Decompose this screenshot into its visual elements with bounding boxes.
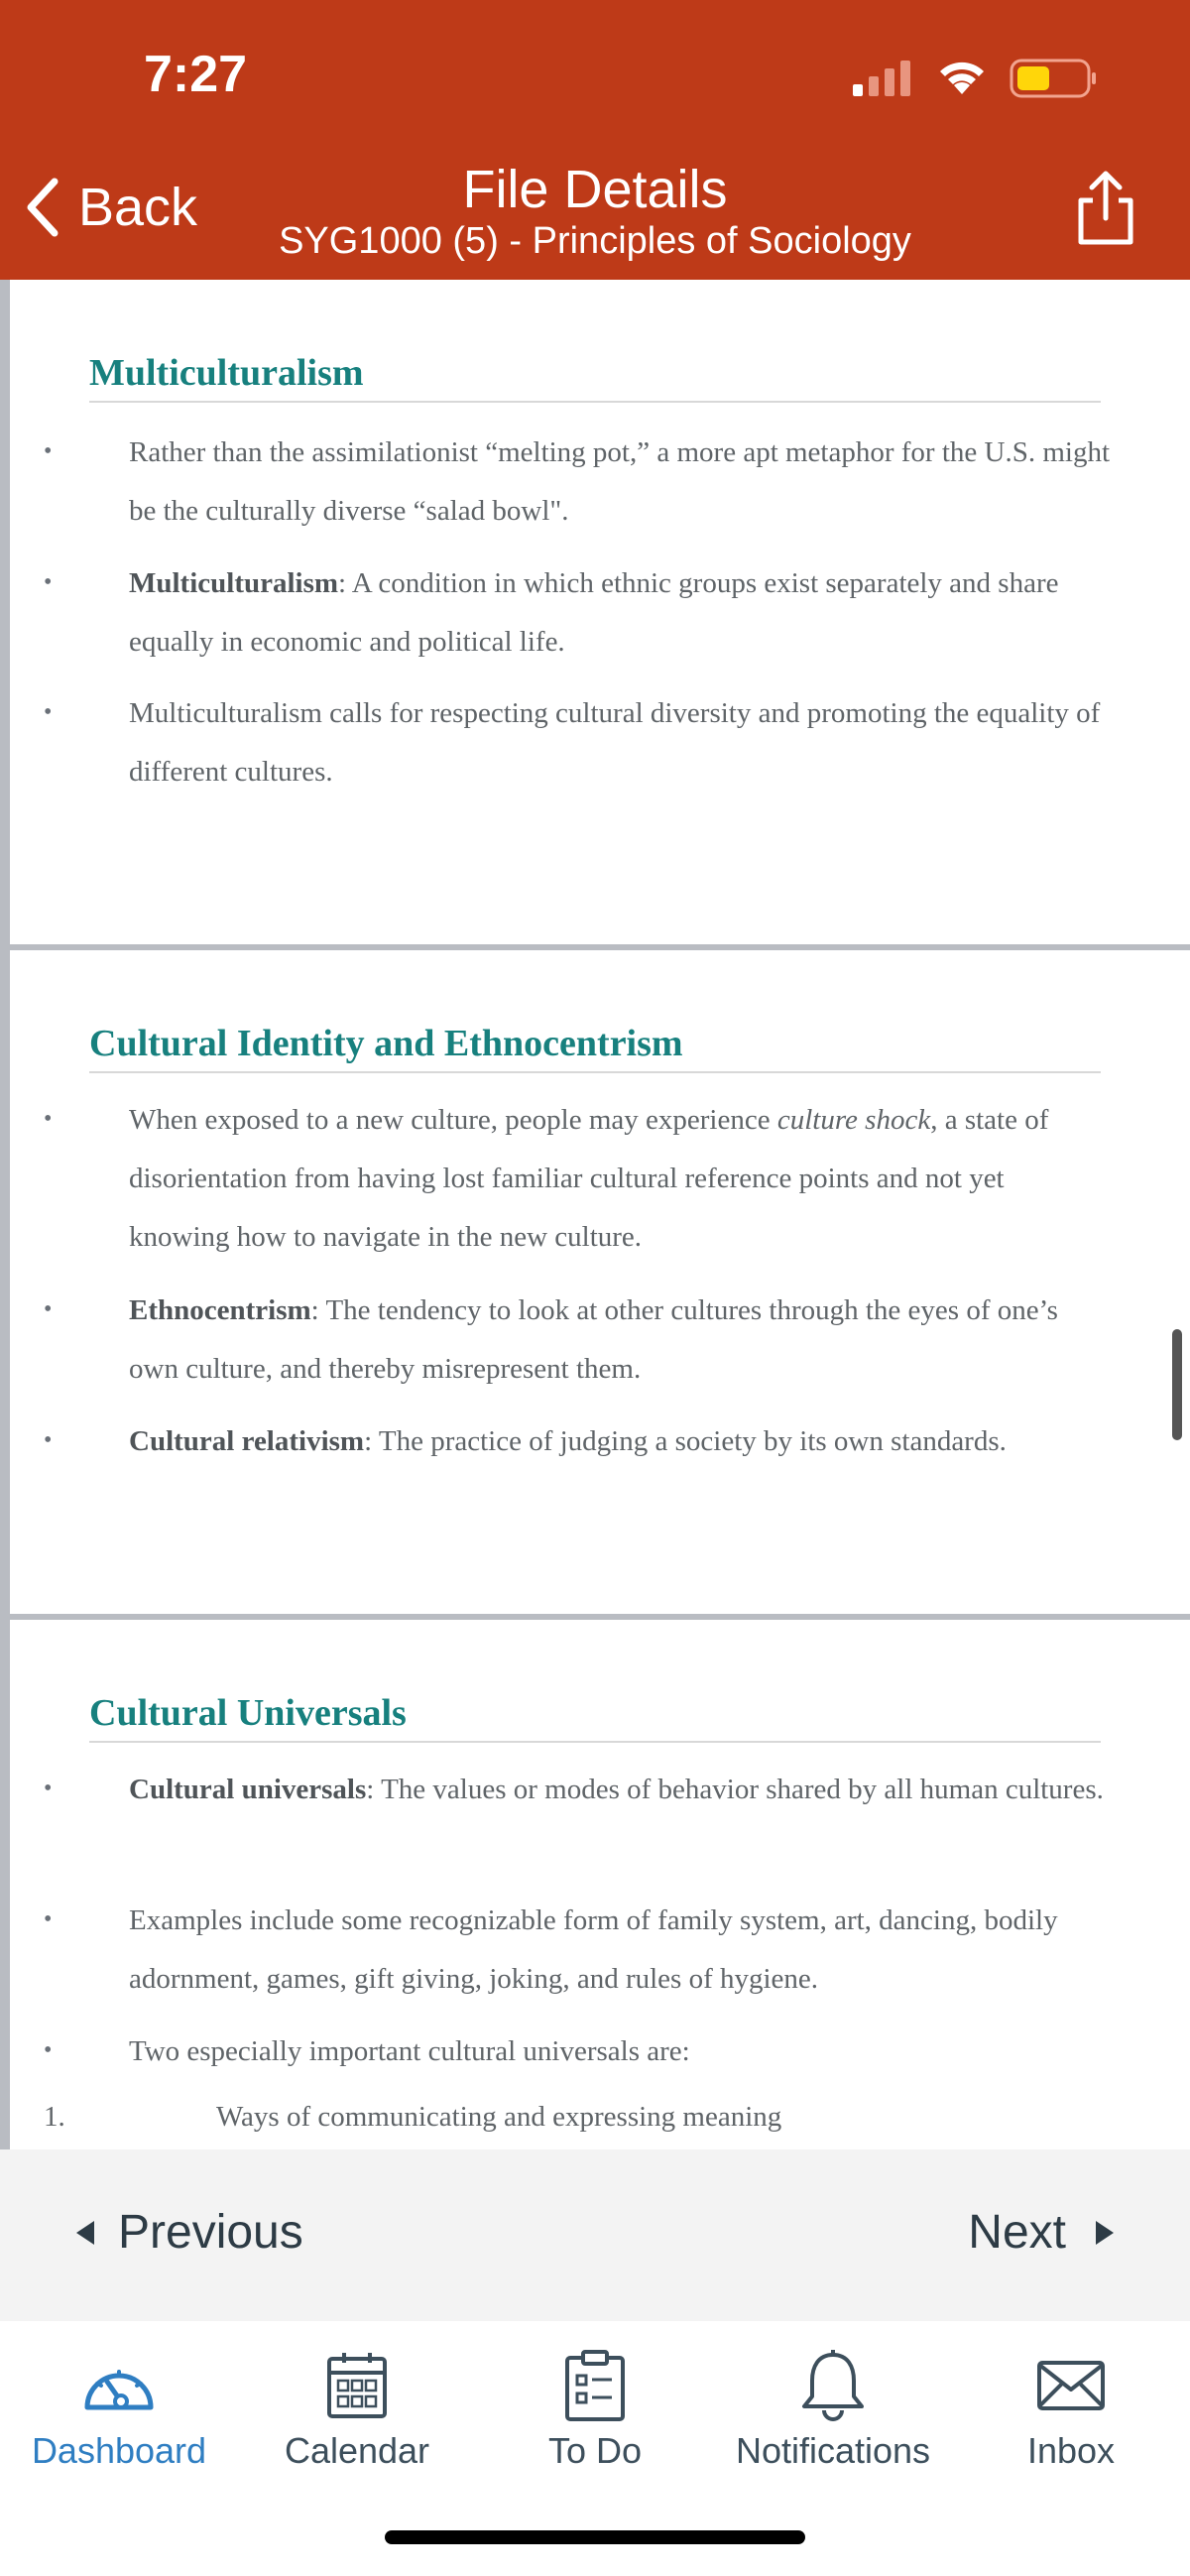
tab-label: Notifications <box>735 2430 931 2471</box>
slide-separator <box>10 1614 1190 1620</box>
list-item: When exposed to a new culture, people may experience culture shock, a state of disorientation from having lost familiar cultural reference points and not yet knowing how to navigate in the new culture. <box>129 1104 1049 1253</box>
status-time: 7:27 <box>144 46 248 103</box>
list-number: 1. <box>44 2101 65 2133</box>
wifi-icon <box>940 62 984 94</box>
list-item: Multiculturalism: A condition in which ethnic groups exist separately and share equally in economic and political life. <box>129 567 1059 658</box>
bullet: • <box>44 569 53 595</box>
inbox-icon <box>1036 2360 1106 2411</box>
calendar-icon <box>326 2351 388 2420</box>
dashboard-icon <box>81 2358 157 2413</box>
bullet: • <box>44 1427 53 1453</box>
document-viewer[interactable] <box>0 280 1190 2149</box>
bullet: • <box>44 1296 53 1322</box>
share-icon <box>1073 169 1138 248</box>
caret-right-icon <box>1094 2219 1116 2247</box>
home-indicator[interactable] <box>385 2530 805 2544</box>
battery-icon <box>1012 61 1096 96</box>
divider <box>89 401 1101 403</box>
bullet: • <box>44 1106 53 1132</box>
share-button[interactable] <box>1073 169 1138 253</box>
list-item: Two especially important cultural universals are: <box>129 2035 690 2067</box>
bullet: • <box>44 438 53 464</box>
bullet: • <box>44 1906 53 1932</box>
list-item: Examples include some recognizable form of family system, art, dancing, bodily adornment, games, gift giving, joking, and rules of hygiene. <box>129 1904 1058 1995</box>
page-title: File Details <box>462 160 728 219</box>
list-item: Multiculturalism calls for respecting cultural diversity and promoting the equality of different cultures. <box>129 697 1101 788</box>
back-label: Back <box>78 178 198 237</box>
bullet: • <box>44 2037 53 2063</box>
tab-notifications[interactable] <box>714 2341 952 2472</box>
tab-calendar[interactable] <box>238 2341 476 2472</box>
divider <box>89 1071 1101 1073</box>
bell-icon <box>800 2349 866 2422</box>
numbered-item: Ways of communicating and expressing meaning <box>216 2101 782 2133</box>
tab-label: To Do <box>547 2430 643 2471</box>
section-title: Cultural Universals <box>89 1692 407 1734</box>
tab-label: Dashboard <box>31 2430 207 2471</box>
todo-icon <box>564 2350 626 2421</box>
tab-inbox[interactable] <box>952 2341 1190 2472</box>
bullet: • <box>44 1776 53 1801</box>
next-button[interactable] <box>968 2205 1116 2260</box>
previous-button[interactable] <box>74 2205 303 2260</box>
list-item: Cultural relativism: The practice of judging a society by its own standards. <box>129 1425 1007 1457</box>
app-header <box>0 0 1190 280</box>
list-item: Rather than the assimilationist “melting pot,” a more apt metaphor for the U.S. might be the culturally diverse “salad bowl". <box>129 436 1111 527</box>
scrollbar[interactable] <box>1172 1329 1182 1440</box>
bullet: • <box>44 699 53 725</box>
divider <box>89 1741 1101 1743</box>
section-title: Multiculturalism <box>89 352 364 394</box>
tab-label: Calendar <box>284 2430 430 2471</box>
section-title: Cultural Identity and Ethnocentrism <box>89 1023 683 1064</box>
next-label: Next <box>968 2206 1066 2259</box>
tab-dashboard[interactable] <box>0 2341 238 2472</box>
list-item: Ethnocentrism: The tendency to look at other cultures through the eyes of one’s own culture, and thereby misrepresent them. <box>129 1294 1058 1385</box>
status-icons <box>853 55 1111 104</box>
cellular-signal-icon <box>853 61 910 96</box>
list-item: Cultural universals: The values or modes of behavior shared by all human cultures. <box>129 1774 1104 1805</box>
page-subtitle: SYG1000 (5) - Principles of Sociology <box>279 220 911 262</box>
caret-left-icon <box>74 2219 96 2247</box>
document-edge <box>0 280 10 2149</box>
pager <box>0 2149 1190 2321</box>
tab-label: Inbox <box>1026 2430 1116 2471</box>
previous-label: Previous <box>118 2206 303 2259</box>
slide-separator <box>10 944 1190 950</box>
tab-todo[interactable] <box>476 2341 714 2472</box>
